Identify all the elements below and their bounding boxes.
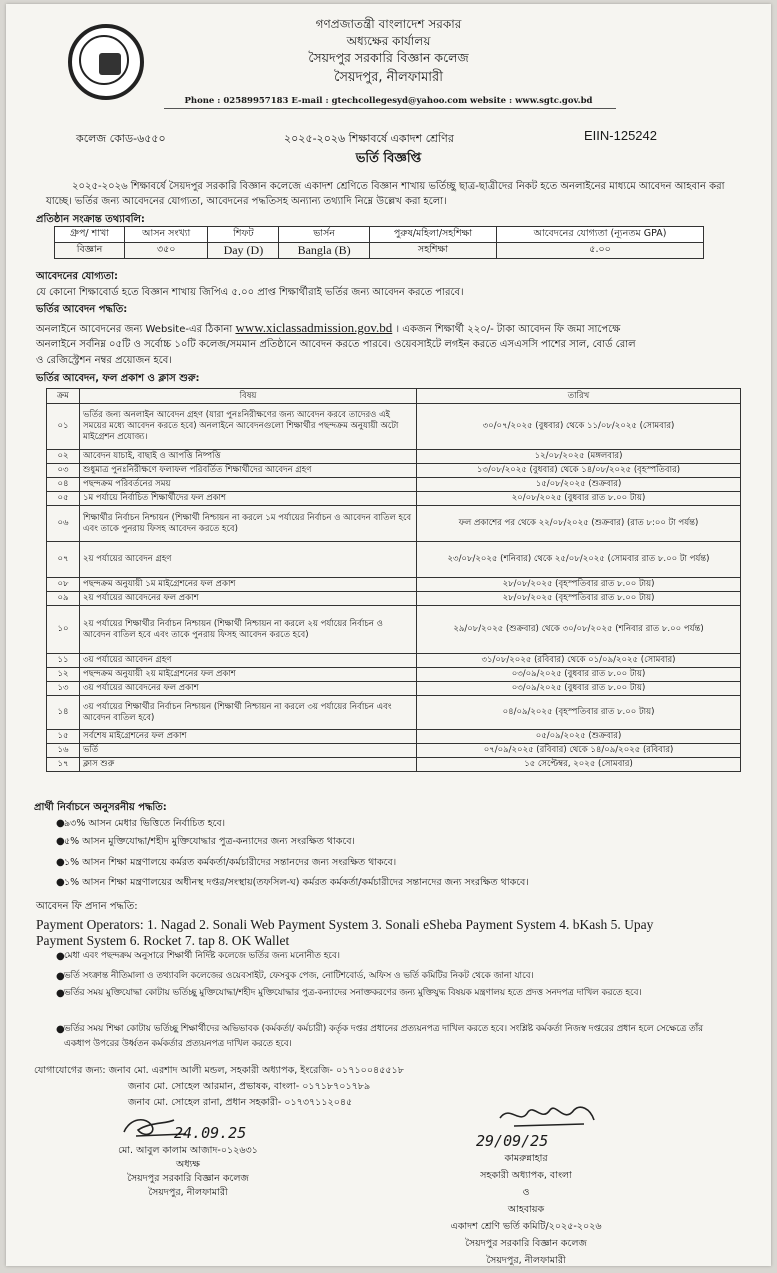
col-group: গ্রুপ/ শাখা	[55, 227, 125, 243]
notice-title: ভর্তি বিজ্ঞপ্তি	[355, 151, 422, 166]
table-row-serial: ০৪	[47, 478, 80, 492]
table-row-date: ০৩/০৯/২০২৫ (বুধবার রাত ৮.০০ টায়)	[417, 668, 741, 682]
table-row-date: ১২/০৮/২০২৫ (মঙ্গলবার)	[417, 450, 741, 464]
note-text: ভর্তির সময় মুক্তিযোদ্ধা কোটায় ভর্তিচ্ছু মুক্তিযোদ্ধা/শহীদ মুক্তিযোদ্ধার পুত্র-কন্যাদের সনাক্তকরণের জন্য মুক্তিযুদ্ধ বিষয়ক মন্ত্রণালয় হতে প্রদত্ত সনদপত্র দাখিল করতে হবে।	[64, 988, 642, 998]
bullet-icon: ●	[56, 951, 65, 962]
col-gpa: আবেদনের যোগ্যতা (ন্যূনতম GPA)	[497, 227, 704, 243]
col-seats: আসন সংখ্যা	[125, 227, 208, 243]
table-row-subject: শিক্ষার্থীর নির্বাচন নিশ্চায়ন (শিক্ষার্থী নিশ্চায়ন না করলে ১ম পর্যায়ের নির্বাচন ও আবেদন বাতিল হবে এবং তাকে পুনরায় ফিসহ আবেদন করতে হবে)	[80, 506, 417, 542]
bullet-icon: ●	[56, 1024, 65, 1035]
table-row-subject: ৩য় পর্যায়ের আবেদনের ফল প্রকাশ	[80, 682, 417, 696]
institution-table	[54, 226, 704, 259]
principal-sign-date: 24.09.25	[174, 1124, 247, 1142]
convener-place: সৈয়দপুর, নীলফামারী	[486, 1255, 566, 1266]
note-item	[56, 969, 744, 984]
table-row-serial: ১৬	[47, 744, 80, 758]
college-code: কলেজ কোড-৬৫৫০	[76, 132, 166, 145]
table-row-serial: ১৫	[47, 730, 80, 744]
convener-role: সহকারী অধ্যাপক, বাংলা	[480, 1170, 572, 1181]
principal-place: সৈয়দপুর, নীলফামারী	[148, 1187, 228, 1198]
table-row-date: ২৮/০৮/২০২৫ (বৃহস্পতিবার রাত ৮.০০ টায়)	[417, 592, 741, 606]
bullet-icon: ●	[56, 877, 65, 888]
col-gender: পুরুষ/মহিলা/সহশিক্ষা	[369, 227, 496, 243]
header-location: সৈয়দপুর, নীলফামারী	[334, 70, 443, 85]
payment-line2: Payment System 6. Rocket 7. tap 8. OK Wallet	[36, 933, 290, 948]
principal-org: সৈয়দপুর সরকারি বিজ্ঞান কলেজ	[127, 1173, 249, 1184]
schedule-heading: ভর্তির আবেদন, ফল প্রকাশ ও ক্লাস শুরু:	[36, 373, 200, 384]
schedule-table	[46, 388, 741, 772]
table-row-date: ২৮/০৮/২০২৫ (বৃহস্পতিবার রাত ৮.০০ টায়)	[417, 578, 741, 592]
table-row-subject: ভর্তির জন্য অনলাইন আবেদন গ্রহণ (যারা পুনঃনিরীক্ষণের জন্য আবেদন করবে তাদেরও এই সময়ের মধ্যে আবেদন করতে হবে) অনলাইনে আবেদনগুলো শিক্ষার্থীর পছন্দক্রম অনুযায়ী অটো মাইগ্রেশন প্রযোজ্য।	[80, 404, 417, 450]
cell-shift: Day (D)	[208, 243, 279, 259]
table-row-serial: ০২	[47, 450, 80, 464]
table-row-subject: আবেদন যাচাই, বাছাই ও আপত্তি নিষ্পত্তি	[80, 450, 417, 464]
cell-gender: সহশিক্ষা	[369, 243, 496, 259]
table-row-subject: পছন্দক্রম অনুযায়ী ১ম মাইগ্রেশনের ফল প্রকাশ	[80, 578, 417, 592]
col-shift: শিফট	[208, 227, 279, 243]
selection-item	[56, 834, 744, 849]
principal-name: মো. আবুল কালাম আজাদ-০১২৬৩১	[118, 1145, 258, 1156]
header-divider	[164, 108, 616, 109]
bullet-icon: ●	[56, 818, 65, 829]
bullet-icon: ●	[56, 971, 65, 982]
table-row-subject: ২য় পর্যায়ের আবেদনের ফল প্রকাশ	[80, 592, 417, 606]
table-row-date: ৩০/০৭/২০২৫ (বুধবার) থেকে ১১/০৮/২০২৫ (সোমবার)	[417, 404, 741, 450]
table-row-serial: ০৫	[47, 492, 80, 506]
selection-heading: প্রার্থী নির্বাচনে অনুসরনীয় পদ্ধতি:	[34, 802, 167, 813]
contact-2: জনাব মো. সোহেল আরমান, প্রভাষক, বাংলা- ০১৭১৮৭০১৭৮৯	[128, 1081, 371, 1092]
table-row-date: ৩১/০৮/২০২৫ (রবিবার) থেকে ০১/০৯/২০২৫ (সোমবার)	[417, 654, 741, 668]
table-row-serial: ১১	[47, 654, 80, 668]
note-item	[56, 1022, 714, 1052]
selection-item	[56, 816, 744, 831]
notice-intro: ২০২৫-২০২৬ শিক্ষাবর্ষে সৈয়দপুর সরকারি বিজ্ঞান কলেজে একাদশ শ্রেণিতে বিজ্ঞান শাখায় ভর্তিচ্ছু ছাত্র-ছাত্রীদের নিকট হতে অনলাইনের মাধ্যমে আবেদন আহবান করা যাচ্ছে। ভর্তির জন্য আবেদনের যোগ্যতা, আবেদনের পদ্ধতিসহ অন্যান্য তথ্যাদি নিম্নে উল্লেখ করা হলো।	[46, 181, 725, 207]
table-row-serial: ১৭	[47, 758, 80, 772]
eligibility-text: যে কোনো শিক্ষাবোর্ড হতে বিজ্ঞান শাখায় জিপিএ ৫.০০ প্রাপ্ত শিক্ষার্থীরাই ভর্তির জন্য আবেদন করতে পারবে।	[36, 287, 464, 298]
col-subject: বিষয়	[80, 389, 417, 404]
cell-seats: ৩৫০	[125, 243, 208, 259]
contacts-line1	[34, 1063, 404, 1078]
selection-item-text: ৫% আসন মুক্তিযোদ্ধা/শহীদ মুক্তিযোদ্ধার পুত্র-কন্যাদের জন্য সংরক্ষিত থাকবে।	[64, 836, 355, 847]
bullet-icon: ●	[56, 988, 65, 999]
table-row-subject: পছন্দক্রম অনুযায়ী ২য় মাইগ্রেশনের ফল প্রকাশ	[80, 668, 417, 682]
table-row-serial: ০১	[47, 404, 80, 450]
selection-item-text: ৯৩% আসন মেধার ভিত্তিতে নির্বাচিত হবে।	[64, 818, 226, 829]
table-row-serial: ০৭	[47, 542, 80, 578]
bullet-icon: ●	[56, 836, 65, 847]
convener-committee: একাদশ শ্রেণি ভর্তি কমিটি/২০২৫-২০২৬	[450, 1221, 602, 1232]
payment-line1: Payment Operators: 1. Nagad 2. Sonali Web Payment System 3. Sonali eSheba Payment System 4. bKash 5. Upay	[36, 917, 654, 932]
header-line2: অধ্যক্ষের কার্যালয়	[346, 34, 431, 48]
convener-sign-date: 29/09/25	[476, 1132, 549, 1150]
selection-item	[56, 855, 744, 870]
table-row-subject: ১ম পর্যায়ে নির্বাচিত শিক্ষার্থীদের ফল প্রকাশ	[80, 492, 417, 506]
convener-signature	[494, 1100, 604, 1134]
contact-1: জনাব মো. এরশাদ আলী মন্ডল, সহকারী অধ্যাপক, ইংরেজি- ০১৭১০০৪৫৫১৮	[108, 1065, 404, 1076]
col-serial: ক্রম	[47, 389, 80, 404]
table-row-date: ০৭/০৯/২০২৫ (রবিবার) থেকে ১৪/০৯/২০২৫ (রবিবার)	[417, 744, 741, 758]
convener-and: ও	[522, 1187, 530, 1198]
table-row-date: ফল প্রকাশের পর থেকে ২২/০৮/২০২৫ (শুক্রবার) (রাত ৮:০০ টা পর্যন্ত)	[417, 506, 741, 542]
admission-website-link[interactable]: www.xiclassadmission.gov.bd	[235, 320, 393, 335]
table-row-subject: ৩য় পর্যায়ের আবেদন গ্রহণ	[80, 654, 417, 668]
table-row-subject: ৩য় পর্যায়ের শিক্ষার্থীর নির্বাচন নিশ্চায়ন (শিক্ষার্থী নিশ্চায়ন না করলে ৩য় পর্যায়ের নির্বাচন এবং আবেদন বাতিল হবে)	[80, 696, 417, 730]
apply-method-line3: ও রেজিস্ট্রেশন নম্বর প্রয়োজন হবে।	[36, 355, 172, 366]
header-college: সৈয়দপুর সরকারি বিজ্ঞান কলেজ	[308, 50, 469, 65]
principal-role: অধ্যক্ষ	[175, 1159, 200, 1170]
cell-version: Bangla (B)	[279, 243, 369, 259]
table-row-serial: ০৯	[47, 592, 80, 606]
table-row-serial: ১৪	[47, 696, 80, 730]
convener-name: কামরুন্নাহার	[504, 1153, 548, 1164]
table-row-serial: ০৮	[47, 578, 80, 592]
table-row-date: ২৯/০৮/২০২৫ (শুক্রবার) থেকে ৩০/০৮/২০২৫ (শনিবার রাত ৮.০০ পর্যন্ত)	[417, 606, 741, 654]
selection-item-text: ১% আসন শিক্ষা মন্ত্রণালয়ে কর্মরত কর্মকর্তা/কর্মচারীদের সন্তানদের জন্য সংরক্ষিত থাকবে।	[64, 857, 397, 868]
table-row-subject: শুধুমাত্র পুনঃনিরীক্ষণে ফলাফল পরিবর্তিত শিক্ষার্থীদের আবেদন গ্রহণ	[80, 464, 417, 478]
table-row-serial: ১২	[47, 668, 80, 682]
signature-left-block	[88, 1144, 288, 1200]
session-text: ২০২৫-২০২৬ শিক্ষাবর্ষে একাদশ শ্রেণির	[284, 132, 454, 145]
table-row-subject: পছন্দক্রম পরিবর্তনের সময়	[80, 478, 417, 492]
eligibility-heading: আবেদনের যোগ্যতা:	[36, 271, 119, 282]
signature-right-block	[396, 1150, 656, 1269]
table-row-date: ০৪/০৯/২০২৫ (বৃহস্পতিবার রাত ৮.০০ টায়)	[417, 696, 741, 730]
note-text: ভর্তি সংক্রান্ত নীতিমালা ও তথ্যাবলি কলেজের ওয়েবসাইট, ফেসবুক পেজ, নোটিশবোর্ড, অফিস ও ভর্তি কমিটির নিকট থেকে জানা যাবে।	[64, 971, 534, 981]
table-row-serial: ০৬	[47, 506, 80, 542]
cell-group: বিজ্ঞান	[55, 243, 125, 259]
selection-item	[56, 875, 744, 890]
eiin: EIIN-125242	[584, 128, 657, 143]
apply-method-text-b: । একজন শিক্ষার্থী ২২০/- টাকা আবেদন ফি জমা সাপেক্ষে	[395, 324, 621, 335]
table-row-serial: ১০	[47, 606, 80, 654]
payment-operators	[36, 917, 736, 949]
apply-method-heading: ভর্তির আবেদন পদ্ধতি:	[36, 304, 128, 315]
table-row-subject: ক্লাস শুরু	[80, 758, 417, 772]
note-item	[56, 986, 704, 1001]
table-row-date: ১৩/০৮/২০২৫ (বুধবার) থেকে ১৪/০৮/২০২৫ (বৃহস্পতিবার)	[417, 464, 741, 478]
cell-gpa: ৫.০০	[497, 243, 704, 259]
table-row-date: ০৫/০৯/২০২৫ (শুক্রবার)	[417, 730, 741, 744]
table-row-date: ১৫/০৮/২০২৫ (শুক্রবার)	[417, 478, 741, 492]
selection-item-text: ১% আসন শিক্ষা মন্ত্রণালয়ের অধীনস্থ দপ্তর/সংস্থায়(তফসিল-ঘ) কর্মরত কর্মকর্তা/কর্মচারীদের সন্তানদের জন্য সংরক্ষিত থাকবে।	[64, 877, 529, 888]
header-contact: Phone : 02589957183 E-mail : gtechcollegesyd@yahoo.com website : www.sgtc.gov.bd	[184, 96, 593, 106]
table-row-date: ১৫ সেপ্টেম্বর, ২০২৫ (সোমবার)	[417, 758, 741, 772]
institution-heading: প্রতিষ্ঠান সংক্রান্ত তথ্যাবলি:	[36, 214, 145, 225]
table-row-date: ২৩/০৮/২০২৫ (শনিবার) থেকে ২৫/০৮/২০২৫ (সোমবার রাত ৮.০০ টা পর্যন্ত)	[417, 542, 741, 578]
table-row-subject: ভর্তি	[80, 744, 417, 758]
table-row-serial: ০৩	[47, 464, 80, 478]
table-row-subject: সর্বশেষ মাইগ্রেশনের ফল প্রকাশ	[80, 730, 417, 744]
note-text: মেধা এবং পছন্দক্রম অনুসারে শিক্ষার্থী নির্দিষ্ট কলেজে ভর্তির জন্য মনোনীত হবে।	[64, 951, 340, 961]
col-version: ভার্সন	[279, 227, 369, 243]
header-line1: গণপ্রজাতন্ত্রী বাংলাদেশ সরকার	[315, 17, 462, 31]
note-item	[56, 949, 744, 964]
notice-paper	[6, 4, 771, 1266]
contact-3: জনাব মো. সোহেল রানা, প্রধান সহকারী- ০১৭৩৭১১২০৪৫	[128, 1097, 353, 1108]
convener-title: আহবায়ক	[507, 1204, 545, 1215]
payment-heading: আবেদন ফি প্রদান পদ্ধতি:	[36, 901, 138, 912]
table-row-date: ০৩/০৯/২০২৫ (বুধবার রাত ৮.০০ টায়)	[417, 682, 741, 696]
table-row-date: ২০/০৮/২০২৫ (বুধবার রাত ৮.০০ টায়)	[417, 492, 741, 506]
table-row-subject: ২য় পর্যায়ের শিক্ষার্থীর নির্বাচন নিশ্চায়ন (শিক্ষার্থী নিশ্চায়ন না করলে ২য় পর্যায়ের নির্বাচন ও আবেদন বাতিল হবে এবং তাকে পুনরায় ফিসহ আবেদন করতে হবে)	[80, 606, 417, 654]
apply-method-line2: অনলাইনে সর্বনিম্ন ০৫টি ও সর্বোচ্চ ১০টি কলেজ/সমমান প্রতিষ্ঠানে আবেদন করতে পারবে। ওয়েবসাইটে লগইন করতে এসএসসি পাশের সাল, বোর্ড রোল	[36, 339, 636, 350]
contacts-heading: যোগাযোগের জন্য:	[34, 1065, 106, 1076]
bullet-icon: ●	[56, 857, 65, 868]
note-text: ভর্তির সময় শিক্ষা কোটায় ভর্তিচ্ছু শিক্ষার্থীদের অভিভাবক (কর্মকর্তা/ কর্মচারী) কর্তৃক দপ্তর প্রধানের প্রত্যয়নপত্র দাখিল করতে হবে। সংশ্লিষ্ট কর্মকর্তা নিজস্ব দপ্তরের প্রধান হলে সেক্ষেত্রে তাঁর একধাপ উপরের উর্ধ্বতন কর্মকর্তার প্রত্যয়নপত্র দাখিল করতে হবে।	[64, 1024, 703, 1049]
col-date: তারিখ	[417, 389, 741, 404]
apply-method-line1	[36, 320, 746, 337]
convener-org: সৈয়দপুর সরকারি বিজ্ঞান কলেজ	[465, 1238, 587, 1249]
apply-method-text-a: অনলাইনে আবেদনের জন্য Website-এর ঠিকানা	[36, 324, 233, 335]
table-row-subject: ২য় পর্যায়ের আবেদন গ্রহণ	[80, 542, 417, 578]
table-row-serial: ১৩	[47, 682, 80, 696]
